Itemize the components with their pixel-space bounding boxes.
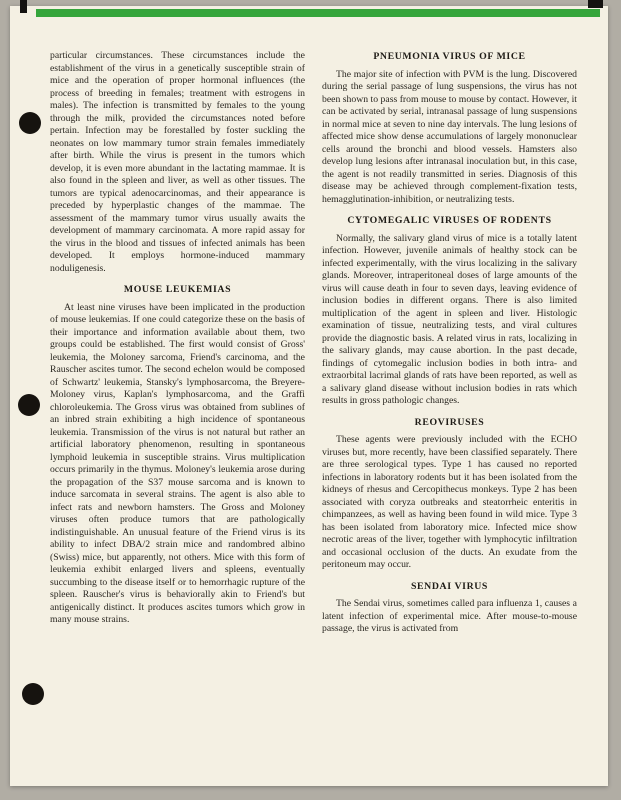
registration-mark-left [20, 0, 27, 13]
page-content [50, 50, 578, 636]
paragraph-continuation: particular circumstances. These circumstances include the establishment of the virus in a genetically susceptible strain of mice and the operation of proper hormonal influences (the process of breeding in females; treatment with estrogens in males). The infection is transmitted by females to the young through the milk, provided the circumstances noted before pertain. Infection may be forestalled by foster suckling the neonates on low mammary tumor strain females immediately after birth. While the virus is present in the tumors which develop, it is even more abundant in the lactating mammae. It is also found in the spleen and liver, as well as other tissues. The tumors are typical adenocarcinomas, and their appearance is preceded by hyperplastic changes of the mammae. The assessment of the mammary tumor virus usually awaits the development of mammary carcinomata. A more rapid assay for the virus in the blood and tissues of infected animals has been developed. It employs hormone-induced mammary noduligenesis. [50, 50, 305, 274]
section-heading-reoviruses: REOVIRUSES [414, 416, 485, 428]
section-heading-pneumonia-virus-of-mice: PNEUMONIA VIRUS OF MICE [373, 51, 526, 62]
paragraph: The major site of infection with PVM is the lung. Discovered during the serial passage of lung suspensions, the virus has not been shown to pass from mouse to mouse by contact. However, it can be activated by serial, intranasal passage of lung suspensions in normal mice at seven to nine day intervals. The lung lesions of affected mice show dense accumulations of largely mononuclear cells around the bronchi and blood vessels. Hamsters also develop lung lesions after intranasal inoculation but, in this case, the agent is not readily transmitted in series. Diagnosis of this disease may be achieved through complement-fixation tests, hemagglutination-inhibition, or neutralizing tests. [322, 68, 577, 205]
paragraph: Normally, the salivary gland virus of mice is a totally latent infection. However, juvenile animals of healthy stock can be infected experimentally, with the virus localizing in the salivary glands. Moreover, intraperitoneal doses of large amounts of the virus will cause death in four to seven days, leaving evidence of inclusion bodies in different organs. There is also limited multiplication of the agent in spleen and liver. Histologic examination of tissue, neutralizing tests, and viral cultures provide the diagnostic basis. A related virus in rats, localizing in the salivary glands, may cause abortion. In the past decade, findings of cytomegalic inclusion bodies in both intra- and extraorbital lacrimal glands of rats have been reported, as well as a salivary gland disease without inclusion bodies in rats which results in gross pathologic changes. [322, 232, 577, 406]
paragraph: At least nine viruses have been implicated in the production of mouse leukemias. If one could categorize these on the basis of their importance and information available about them, two groups could be established. The first would consist of Gross' leukemia, the Moloney sarcoma, Friend's carcinoma, and the Rauscher ascites tumor. The second echelon would be composed of Schwartz' leukemia, Stansky's lymphosarcoma, the Breyere-Moloney virus, Kaplan's lymphosarcoma, and the Graffi chloroleukemia. The Gross virus was obtained from sublines of an inbred strain exhibiting a high incidence of spontaneous leukemia. Transmission of the virus is not natural but rather an artificial laboratory phenomenon, resulting in spontaneous lymphoid leukemia in susceptible strains. Virus multiplication occurs primarily in the thymus. Moloney's leukemia arose during the propagation of the S37 mouse sarcoma and is known to induce sarcomata in several strains. The agent is also able to infect rats and newborn hamsters. The Gross and Moloney viruses often produce tumors that are pathologically indistinguishable. An unusual feature of the Friend virus is its ability to infect DBA/2 strain mice and randombred albino (Swiss) mice, but apparently, not others. Mice with this form of leukemia exhibit enlarged livers and spleens, eventually succumbing to the disease itself or to hemorrhagic rupture of the spleen. Rauscher's virus is behaviorally akin to Friend's but antigenically distinct. It produces ascites tumors which grow in many mouse strains. [50, 301, 305, 625]
hole-punch [22, 683, 44, 705]
hole-punch [19, 112, 41, 134]
hole-punch [18, 394, 40, 416]
paragraph: The Sendai virus, sometimes called para influenza 1, causes a latent infection of experimental mice. After mouse-to-mouse passage, the virus is activated from [322, 598, 577, 634]
section-heading-mouse-leukemias: MOUSE LEUKEMIAS [123, 284, 232, 295]
registration-mark-right [588, 0, 603, 8]
left-column [50, 50, 305, 636]
section-heading-cytomegalic-viruses-of-rodents: CYTOMEGALIC VIRUSES OF RODENTS [347, 215, 552, 226]
right-column [322, 50, 577, 636]
scanned-document-page [10, 6, 608, 786]
section-heading-sendai-virus: SENDAI VIRUS [411, 580, 488, 592]
paragraph: These agents were previously included with the ECHO viruses but, more recently, have been classified separately. There are three serological types. Type 1 has caused no reported infections in laboratory rodents but it has been isolated from the kidneys of rhesus and Cercopithecus monkeys. Type 2 has been associated with coryza outbreaks and steatorrheic enteritis in chimpanzees, as well as having been found in wild mice. Type 3 has been isolated from laboratory mice. Infected mice show necrotic areas of the liver, together with lymphocytic infiltration and occasional occlusion of the ducts. An exudate from the peritoneum may occur. [322, 434, 577, 570]
green-header-bar [36, 9, 600, 17]
